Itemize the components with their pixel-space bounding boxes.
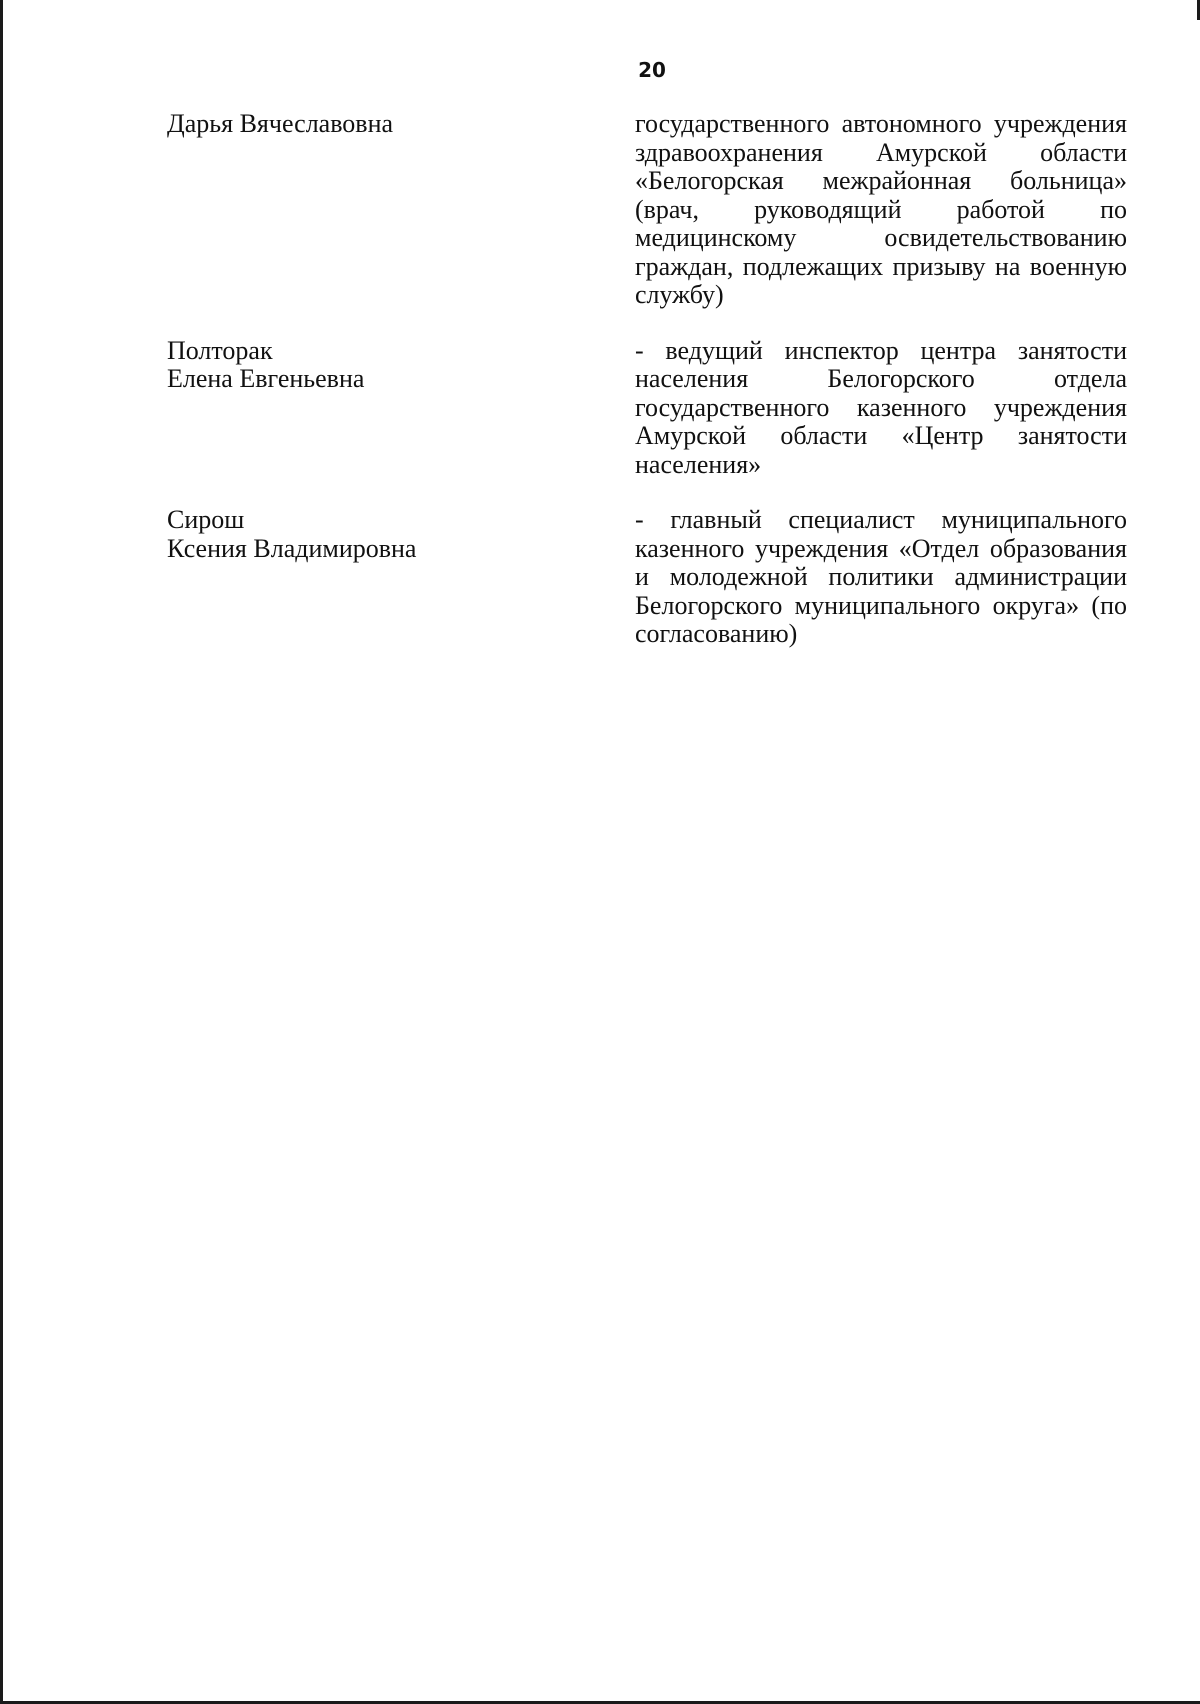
member-position: - главный специалист муниципального казенного учреждения «Отдел образования и молодежной политики администрации Белогорского муниципального округа» (по согласованию) — [635, 505, 1127, 648]
member-position: государственного автономного учреждения здравоохранения Амурской области «Белогорская межрайонная больница» (врач, руководящий работой по медицинскому освидетельствованию граждан, подлежащих призыву на военную службу) — [635, 109, 1127, 309]
member-surname: Сирош — [167, 505, 245, 534]
member-given-name: Елена Евгеньевна — [167, 364, 365, 393]
scan-edge-left — [0, 0, 3, 1704]
member-entry — [167, 337, 1127, 480]
member-name — [167, 506, 635, 649]
member-name — [167, 337, 635, 480]
member-entry — [167, 110, 1127, 310]
member-name — [167, 110, 635, 310]
member-given-name: Ксения Владимировна — [167, 533, 417, 563]
member-position: - ведущий инспектор центра занятости населения Белогорского отдела государственного казенного учреждения Амурской области «Центр занятости населения» — [635, 335, 1127, 479]
member-surname: Полторак — [167, 335, 273, 365]
member-list — [167, 110, 1127, 649]
page-number: 20 — [638, 58, 666, 82]
member-name-line: Дарья Вячеславовна — [167, 109, 394, 138]
member-entry — [167, 506, 1127, 649]
